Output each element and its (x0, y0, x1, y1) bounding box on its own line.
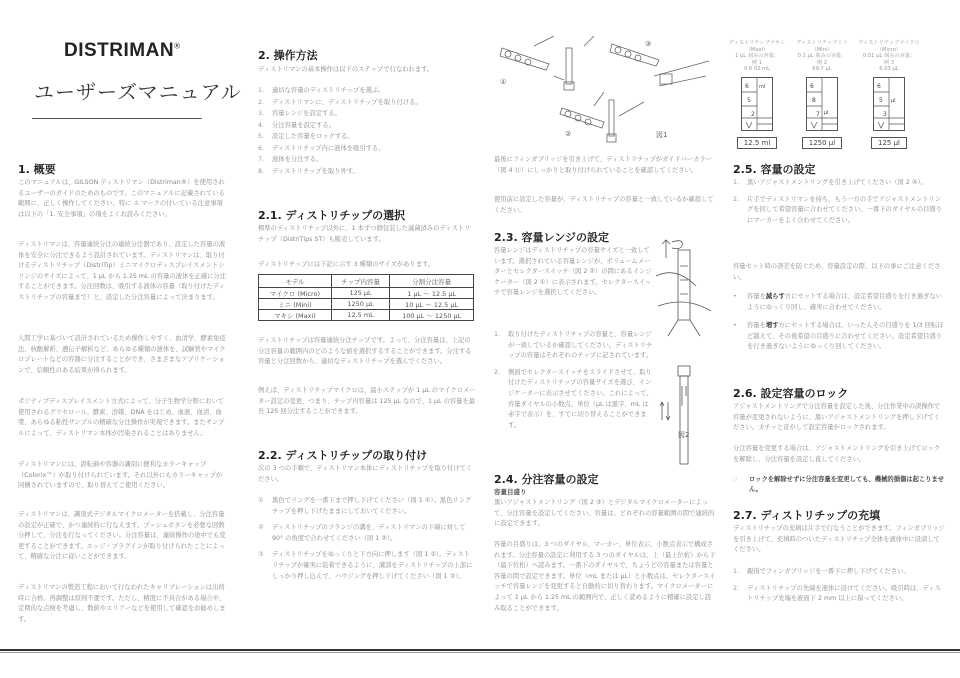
svg-text:6: 6 (877, 82, 881, 90)
brand-logo: DISTRIMAN® (64, 40, 181, 61)
figure-2-label: 図2 (678, 431, 690, 439)
figure-step-marker: ① (500, 78, 507, 86)
svg-text:2: 2 (751, 110, 755, 118)
section-2-intro: ディストリマンの基本操作は以下のステップで行なわれます。 (258, 66, 434, 73)
table-cell: 100 µL 〜 1250 µL (390, 310, 474, 321)
list-item: 5. 設定した容量をロックする。 (258, 133, 354, 140)
dial-readout (806, 77, 838, 131)
list-item: 2. ディストリマンに、ディストリチップを取り付ける。 (258, 98, 422, 106)
svg-text:µl: µl (824, 109, 829, 116)
dial-example-maxi (726, 40, 788, 149)
section-2-4-paragraph: 黒いアジャストメントリング（図 2 ③）とデジタルマイクロメーターによって、分注容量を設定してください。容量は、どれぞれの容量範囲の間で連続的に設定できます。 (494, 499, 715, 528)
section-2-6-heading: 2.6. 設定容量のロック (733, 387, 849, 400)
table-cell: マイクロ (Micro) (259, 288, 332, 299)
table-row (259, 299, 474, 310)
table-cell: 1250 µL (331, 299, 390, 310)
section-2-4-subheading: 容量目盛り (494, 488, 527, 496)
page-bottom-border (0, 652, 960, 653)
dial-range-value: 125 µl (871, 137, 907, 149)
table-header: モデル (259, 275, 332, 288)
figure-step-marker: ③ (645, 40, 652, 48)
figure-1-label: 図1 (656, 131, 668, 139)
section-2-7-heading: 2.7. ディストリチップの充填 (733, 509, 881, 522)
section-2-1-heading: 2.1. ディストリチップの選択 (258, 209, 406, 222)
dial-caption: 0.1 µL 刻みの容量： (797, 53, 847, 59)
section-2-4-paragraph: 容量の目盛りは、3 つのダイヤル、マーカー、単位表示、小数点表示で構成されます。分注容量の設定に利用する 3 つのダイヤルは、上（最上位桁）から下（最下位桁）へ読みます。一番下のダイヤルで、ちょうどの容量または容量と容量の間で設定できます。単位（mL または µL）と小数点は、セレクタースイッチで容量レンジを変更すると自動的に切り替わります。マイクロメーターによって 1 µL から 1.25 mL の範囲内で、正しく読めるように精確に設定し読み取ることができます。 (494, 541, 716, 612)
svg-text:6: 6 (745, 82, 749, 90)
section-1-paragraph: 人間工学に基づいて設計されているため操作しやすく、血清学、酵素免疫法、核酸解析、遺伝子解析など、あらゆる種類の液体を、試験管やマイクロプレートなどの容器に分注することができ、さまざまなアプリケーションで、信頼性のある結果が得られます。 (18, 335, 226, 374)
figure-step-marker: ② (565, 130, 572, 138)
svg-text:5: 5 (879, 96, 883, 104)
dial-readout (741, 77, 773, 131)
pointing-hand-icon: ☞ (733, 476, 739, 483)
list-item: 2. 側面でセレクタースイッチをスライドさせて、取り付けたディストリチップの容量サイズを選び、インジケーターに表示させてください。これによって、容量ダイヤルの小数点、単位（µL は黒字、mL は赤字で表示）を、すでに切り替えることができます。 (494, 368, 653, 429)
operation-steps-list (258, 85, 476, 177)
section-2-3-paragraph: 容量レンジはディストリチップの容量サイズと一致しています。選択されている容量レンジが、ボリュームメーターとセレクタースイッチ（図 2 ②）の間にあるインジケーター（図 2 ①）に表示されます。セレクタースイッチで容量レンジを選択してください。 (494, 247, 652, 297)
list-item: 2. ディストリチップの先端を液体に浸けてください。吸引時は、ディストリチップ先端を液面下 2 mm 以上に保ってください。 (733, 584, 941, 603)
section-2-1-paragraph: 標準のディストリチップ以外に、1 本ずつ個包装した滅菌済みのディストリチップ（DistriTips ST）も販売しています。 (258, 225, 471, 243)
section-2-5-heading: 2.5. 容量の設定 (733, 163, 816, 176)
table-cell: 125 µL (331, 288, 390, 299)
list-item: ② ディストリチップのフランジの溝を、ディストリマンの下端に対して 90° の角度で合わせてください（図 1 ②）。 (258, 524, 466, 542)
dial-readout (873, 77, 905, 131)
dial-caption: 0.01 µL 刻みの容量： (862, 53, 916, 59)
list-item: 3. 容量レンジを設定する。 (258, 110, 341, 117)
section-2-heading: 2. 操作方法 (258, 49, 318, 62)
figure-1-paragraph: 最後にフィンガブリッジを引き上げて、ディストリチップがガイドバーカラー（図 4 ⑪）にしっかりと取り付けられていることを確認してください。 (494, 156, 712, 174)
section-1-paragraph: ポジティブディスプレイスメント方式によって、分子生物学分野において使用されるグリセロール、酵素、溶媒、DNA をはじめ、血液、血清、血漿、あらゆる粘性サンプルの精確な分注操作が実現できます。またサンプルによって、ディストリマン本体が汚染されることはありません。 (18, 398, 225, 437)
distritip-sizes-table (258, 274, 474, 321)
section-2-3-heading: 2.3. 容量レンジの設定 (494, 231, 609, 244)
list-item: 2. 片手でディストリマンを持ち、もう一方の手でアジャストメントリングを回して希望容量に合わせてください。一番下のダイヤルの目盛りにマーカーをよく合わせてください。 (733, 195, 943, 224)
dial-caption: （Mini） (811, 46, 833, 53)
section-1-paragraph: このマニュアルは、GILSON ディストリマン（Distriman®）を使用されるユーザーのガイドのためのものです。このマニュアルに記載されている範囲に、正しく操作してください。特に ⚠ マークの付いている注意事項は以下の「1. 安全事項」の項をよくお読みください。 (18, 179, 225, 218)
section-2-2-heading: 2.2. ディストリチップの取り付け (258, 449, 428, 462)
dial-range-value: 1250 µl (802, 137, 842, 149)
section-2-1-paragraph: 例えば、ディストリチップマイクロは、最小ステップが 1 μL のマイクロメーター設定の変更、つまり、チップ内容量は 125 μL なので、1 μL の容量を最長 125 回分注することができます。 (258, 387, 476, 416)
list-item: 1. 適切な容量のディストリチップを選ぶ。 (258, 87, 385, 94)
dial-caption: （Micro） (876, 46, 902, 53)
list-item: 8. ディストリチップを取り外す。 (258, 167, 359, 175)
table-row (259, 288, 474, 299)
lock-note (733, 475, 945, 495)
list-item: 1. 親指でフィンガブリッジを一番下に押し下げてください。 (733, 568, 910, 575)
dial-caption: 69.7 µL (812, 66, 832, 72)
dial-caption: （Maxi） (745, 46, 769, 53)
list-item: ① 黒色でリングを一番下まで押し下げてください（図 1 ①）。黒色リングチップを押し下げたままにしておいてください。 (258, 497, 472, 515)
table-header: 分割分注容量 (390, 275, 474, 288)
table-cell: ミニ (Mini) (259, 299, 332, 310)
section-2-7-paragraph: ディストリチップの充填は片手で行なうことができます。フィンガブリッジを引き上げて、充填時のついたディストリチップ全体を液体中に浸漬してください。 (733, 525, 945, 554)
list-item: • 容量を増す方にセットする場合は、いったんその目盛りを 1/3 回転ほど越えて、その後希望の目盛りに合わせてください。設定希望目盛りを行き過ぎないようにゆっくり回してください。 (733, 322, 944, 351)
attach-steps-list (258, 496, 476, 582)
list-item: ③ ディストリチップをゆっくりと下方向に押します（図 1 ③）。ディストリチップが確実に装着できるように、溝部をディストリチップの上部にしっかり押し込んで、ハウジングを押し下げてください（図 1 ③）。 (258, 551, 473, 580)
lock-note-text: ロックを解除せずに分注容量を変更しても、機械的損傷は起こりません。 (749, 476, 945, 493)
section-2-1-paragraph: ディストリチップは容量連続分注チップです。よって、分注容量は、上記の分注容量の範囲内のどのような値を選択するすることができます。分注する容量と分注回数から、適切なディストリチップを選んでください。 (258, 337, 472, 366)
svg-text:3: 3 (883, 110, 887, 118)
page-bottom-border (0, 649, 960, 651)
list-item: 7. 液体を分注する。 (258, 156, 323, 163)
dial-example-micro (858, 40, 920, 149)
fill-steps-list (733, 567, 945, 605)
section-1-paragraph: ディストリマンの製造工程において行なわれたキャリブレーションは出荷時に合格。再調整は原則不要です。ただし、精度に不具合がある場合や、定期的な点検を考慮し、数値やエリアーなどを使用して確認をお勧めします。 (18, 584, 226, 623)
list-item: 1. 取り付けたディストリチップの容量と、容量レンジが一致しているか確認してください。ディストリチップの容量はそれぞれのチップに記されています。 (494, 331, 653, 360)
table-cell: 1 µL 〜 12.5 µL (390, 288, 474, 299)
document-title: ユーザーズマニュアル (34, 80, 242, 104)
list-item: 1. 黒いアジャストメントリングを引き上げてください（図 2 ④）。 (733, 179, 927, 186)
dial-caption: 例 2 (816, 59, 828, 66)
section-2-4-heading: 2.4. 分注容量の設定 (494, 473, 599, 486)
dial-range-value: 12.5 ml (737, 137, 778, 149)
section-1-paragraph: ディストリマンは、容量連続分注の連続分注器であり、設定した容量の液体を安全に分注できるよう設計されています。ディストリマンは、取り付けるディストリチップ（DistriTip）ミニマイクロディスプレイスメントシリンジのサイズによって、1 µL から 1.25 mL の容量の液体を正確に分注することができます。分注回数は、吸引する液体の容量（取り付けたディストリチップの容量まで）と、設定した分注容量によって決まります。 (18, 241, 227, 301)
svg-text:6: 6 (810, 82, 814, 90)
section-2-6-paragraph: 分注容量を変更する場合は、アジャストメントリングを引き上げてロックを解除し、分注容量を設定し直してください。 (733, 445, 941, 463)
table-cell: マキシ (Maxi) (259, 310, 332, 321)
dial-caption: ディストリチップマイクロ (858, 40, 920, 46)
dial-caption: 例 3 (883, 59, 895, 66)
title-divider (32, 118, 202, 119)
table-cell: 10 µL 〜 12.5 µL (390, 299, 474, 310)
svg-text:ml: ml (759, 83, 766, 90)
dial-caption: 1 µL 刻みの容量： (735, 53, 779, 59)
section-2-5-paragraph: 容量セット時の誤差を防ぐため、容量設定の際、以下の事にご注意ください。 (733, 263, 941, 281)
section-1-paragraph: ディストリマンには、誤転倒や容器の識別に便利なカラーキャップ（Colorix™）が取り付けられています。それ以外にもカラーキャップが同梱されていますので、取り替えてご使用ください。 (18, 461, 223, 490)
svg-text:µl: µl (891, 97, 896, 104)
table-header-row (259, 275, 474, 288)
figure-1-attach-illustration (494, 36, 716, 148)
svg-text:7: 7 (816, 110, 820, 118)
section-2-1-paragraph: ディストリチップには下記に示す 3 種類のサイズがあります。 (258, 261, 435, 268)
list-item: 4. 分注容量を設定する。 (258, 121, 335, 129)
list-item: • 容量を減らす方にセットする場合は、設定希望目盛りを行き過ぎないようにゆっくり回し、確実に合わせてください。 (733, 293, 943, 311)
volume-caution-list (733, 292, 945, 353)
section-2-6-paragraph: アジャストメントリングで分注容量を設定した後、分注作業中の誤操作で容量が変更されないように、黒いアジャストメントリングを押し下げてください。カチッと音がして設定容量がロックされます。 (733, 403, 941, 432)
table-cell: 12.5 mL (331, 310, 390, 321)
dial-caption: ディストリチップミニ (796, 40, 848, 46)
svg-text:5: 5 (747, 96, 751, 104)
dial-example-mini (791, 40, 853, 149)
table-header: チップ内容量 (331, 275, 390, 288)
dial-caption: ディストリチップマキシ (728, 40, 786, 46)
volume-steps-list (733, 178, 945, 226)
section-1-heading: 1. 概要 (18, 163, 56, 176)
figure-1-paragraph: 使用前に設定した容量が、ディストリチップの容量と一致しているか確認してください。 (494, 196, 714, 214)
dial-caption: 例 1 (751, 59, 763, 66)
svg-text:8: 8 (812, 96, 816, 104)
table-row (259, 310, 474, 321)
dial-caption: 6.03 µL (879, 66, 899, 72)
section-1-paragraph: ディストリマンは、識別式デジタルマイクロメーターを搭載し、分注容量の設定が正確で、かつ連続的に行なえます。プッシュボタンを必要な回数分押して、分注を行なってください。分注容量は、連続操作の途中でも変更することができます。エッジ・プラグインが取り付けられたことによって、精確な分注に従いこどができます。 (18, 511, 226, 561)
section-2-2-intro: 次の 3 つの手順で、ディストリマン本体にディストリチップを取り付けてください。 (258, 465, 473, 483)
range-steps-list (494, 330, 654, 431)
list-item: 6. ディストリチップ内に液体を吸引する。 (258, 144, 385, 152)
dial-caption: 0.6 02 mL (743, 66, 771, 72)
